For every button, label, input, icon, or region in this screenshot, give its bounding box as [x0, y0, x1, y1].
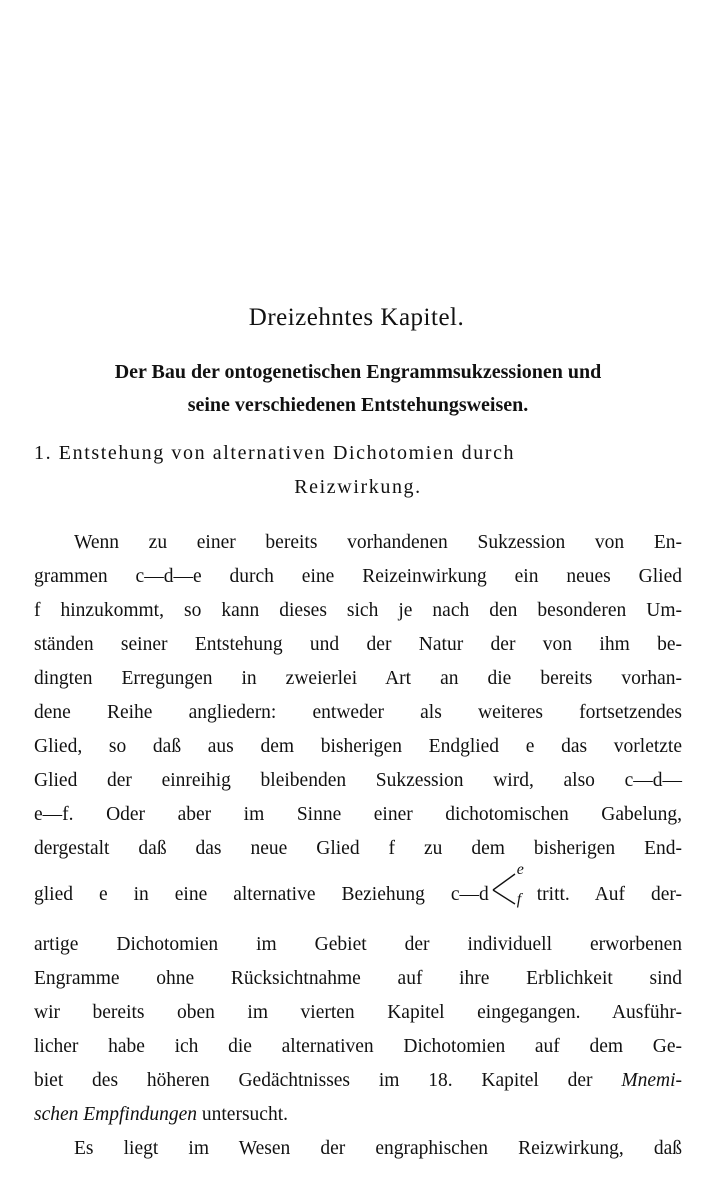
paragraph-line: grammen c—d—e durch eine Reizeinwirkung ein neues Glied — [34, 566, 682, 587]
paragraph-line: Glied der einreihig bleibenden Sukzession wird, also c—d— — [34, 770, 682, 791]
paragraph-line: Engramme ohne Rücksichtnahme auf ihre Erblichkeit sind — [34, 968, 682, 989]
book-title-italic: Mnemi- — [621, 1070, 682, 1091]
paragraph-line — [34, 1098, 682, 1132]
paragraph-line: dene Reihe angliedern: entweder als weiteres fortsetzendes — [34, 702, 682, 723]
fork-lower-letter: f — [516, 891, 522, 908]
chapter-subtitle — [34, 356, 682, 422]
paragraph-line: Wenn zu einer bereits vorhandenen Sukzession von En- — [74, 532, 682, 553]
section-heading-line-1: 1. Entstehung von alternativen Dichotomien durch — [34, 442, 516, 464]
paragraph-line — [34, 1064, 682, 1098]
paragraph-line: licher habe ich die alternativen Dichotomien auf dem Ge- — [34, 1036, 682, 1057]
paragraph-line: f hinzukommt, so kann dieses sich je nach den besonderen Um- — [34, 600, 682, 621]
paragraph-line-with-dichotomy — [34, 861, 682, 928]
paragraph-line-text: biet des höheren Gedächtnisses im 18. Kapitel der — [34, 1070, 593, 1091]
book-title-italic: schen Empfindungen — [34, 1104, 198, 1125]
paragraph-line-text: untersucht. — [201, 1104, 288, 1125]
paragraph-line: e—f. Oder aber im Sinne einer dichotomischen Gabelung, — [34, 804, 682, 825]
section-heading-line-2: Reizwirkung. — [294, 476, 422, 498]
paragraph-2 — [34, 1132, 682, 1166]
paragraph-line: wir bereits oben im vierten Kapitel eingegangen. Ausführ- — [34, 1002, 682, 1023]
paragraph-line: dingten Erregungen in zweierlei Art an die bereits vorhan- — [34, 668, 682, 689]
paragraph-line: Es liegt im Wesen der engraphischen Reizwirkung, daß — [74, 1138, 682, 1159]
paragraph-line: dergestalt daß das neue Glied f zu dem bisherigen End- — [34, 838, 682, 859]
section-heading — [34, 436, 682, 504]
fork-lines-icon — [489, 870, 533, 910]
paragraph-1 — [34, 526, 682, 1132]
dichotomy-text-before: glied e in eine alternative Beziehung c—d — [34, 884, 489, 905]
paragraph-line: Glied, so daß aus dem bisherigen Endglied e das vorletzte — [34, 736, 682, 757]
paragraph-line: artige Dichotomien im Gebiet der individuell erworbenen — [34, 934, 682, 955]
chapter-title: Dreizehntes Kapitel. — [248, 304, 465, 331]
fork-upper-letter: e — [516, 861, 524, 878]
dichotomy-fork-symbol — [489, 861, 533, 910]
dichotomy-text-after: tritt. Auf der- — [536, 884, 682, 905]
chapter-subtitle-line-1: Der Bau der ontogenetischen Engrammsukzessionen und — [114, 361, 602, 383]
chapter-subtitle-line-2: seine verschiedenen Entstehungsweisen. — [187, 394, 529, 416]
paragraph-line: ständen seiner Entstehung und der Natur der von ihm be- — [34, 634, 682, 655]
